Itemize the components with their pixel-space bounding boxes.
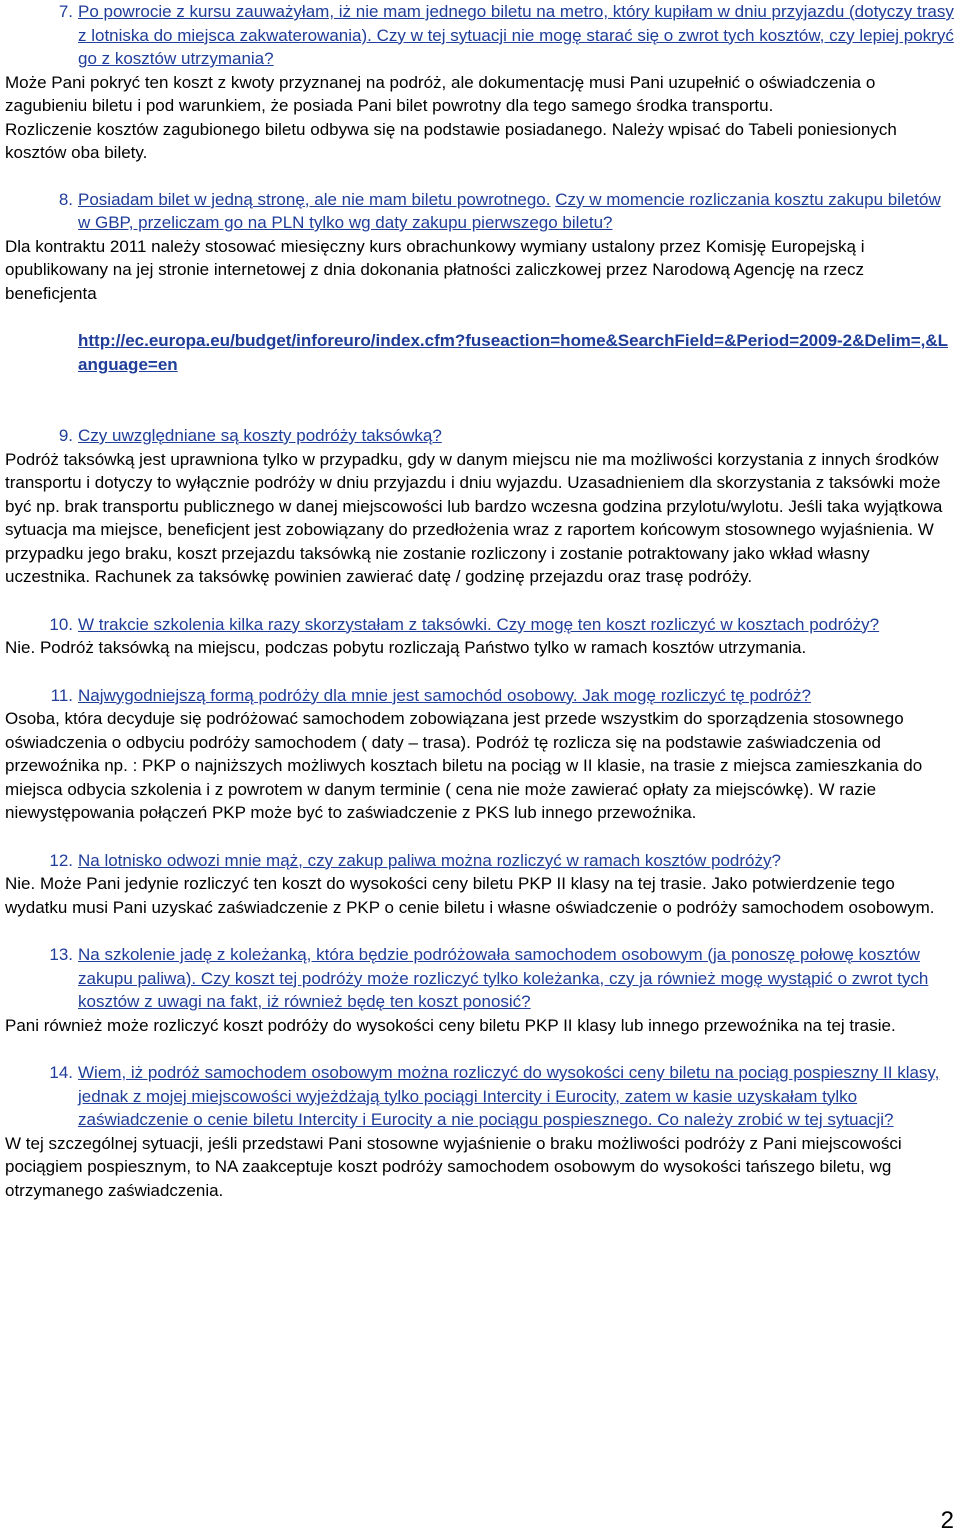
answer-paragraph: Nie. Podróż taksówką na miejscu, podczas pobytu rozliczają Państwo tylko w ramach kosztów utrzymania. [5, 638, 807, 657]
faq-question-11 [5, 684, 957, 708]
question-number: 11. [50, 685, 73, 705]
question-number: 8. [58, 189, 73, 209]
question-text: Na lotnisko odwozi mnie mąż, czy zakup paliwa można rozliczyć w ramach kosztów podróży [78, 850, 772, 870]
question-text: W trakcie szkolenia kilka razy skorzystałam z taksówki. Czy mogę ten koszt rozliczyć w kosztach podróży? [78, 614, 880, 634]
question-number: 13. [49, 945, 73, 964]
question-number: 10. [49, 614, 73, 634]
question-text: Po powrocie z kursu zauważyłam, iż nie mam jednego biletu na metro, który kupiłam w dniu przyjazdu (dotyczy trasy z lotniska do miejsca zakwaterowania). Czy w tej sytuacji nie mogę starać się o zwrot tych kosztów, czy lepiej pokryć go z kosztów utrzymania? [78, 2, 954, 68]
answer-paragraph: Rozliczenie kosztów zagubionego biletu odbywa się na podstawie posiadanego. Należy wpisać do Tabeli poniesionych kosztów oba bilety. [5, 119, 897, 162]
question-text: Czy w momencie rozliczania kosztu zakupu biletów w GBP, przeliczam go na PLN tylko wg daty zakupu pierwszego biletu? [78, 189, 941, 232]
answer-paragraph: Osoba, która decyduje się podróżować samochodem zobowiązana jest przede wszystkim do sporządzenia stosownego oświadczenia o odbyciu podróży samochodem ( daty – trasa). Podróż tę rozlicza się na podstawie zaświadczenia od przewoźnika np. : PKP o najniższych możliwych kosztach biletu na pociąg w II klasie, na trasie z miejsca zamieszkania do miejsca odbycia szkolenia i z powrotem w danym terminie ( cena nie może zawierać opłaty za miejscówkę). W razie niewystępowania połączeń PKP może być to zaświadczenie z PKS lub innego przewoźnika. [5, 709, 923, 822]
question-number: 9. [58, 426, 73, 445]
answer-paragraph: Może Pani pokryć ten koszt z kwoty przyznanej na podróż, ale dokumentację musi Pani uzupełnić o oświadczenia o zagubieniu biletu i pod warunkiem, że posiada Pani bilet powrotny dla tego samego środka transportu. [5, 72, 876, 115]
answer-paragraph: Dla kontraktu 2011 należy stosować miesięczny kurs obrachunkowy wymiany ustalony przez Komisję Europejską i opublikowany na jej stronie internetowej z dnia dokonania płatności zaliczkowej przez Narodową Agencję na rzecz beneficjenta [5, 236, 865, 303]
document-page [5, 0, 957, 1202]
faq-question-7 [5, 0, 957, 71]
question-number: 7. [58, 2, 73, 21]
answer-paragraph: W tej szczególnej sytuacji, jeśli przedstawi Pani stosowne wyjaśnienie o braku możliwości podróży z Pani miejscowości pociągiem pospiesznym, to NA zaakceptuje koszt podróży samochodem osobowym do wysokości tańszego biletu, wg otrzymanego zaświadczenia. [5, 1133, 902, 1200]
question-text: Na szkolenie jadę z koleżanką, która będzie podróżowała samochodem osobowym (ja ponoszę połowę kosztów zakupu paliwa). Czy koszt tej podróży może rozliczyć tylko koleżanka, czy ja również mogę wystąpić o zwrot tych kosztów z uwagi na fakt, iż również będę ten koszt ponosić? [78, 945, 929, 1011]
answer-paragraph: Podróż taksówką jest uprawniona tylko w przypadku, gdy w danym miejscu nie ma możliwości korzystania z innych środków transportu i dotyczy to wyłącznie podróży w dniu przyjazdu i dniu wyjazdu. Uzasadnieniem dla skorzystania z taksówki może być np. brak transportu publicznego w danej miejscowości lub bardzo wczesna godzina przylotu/wylotu. Jeśli taka wyjątkowa sytuacja ma miejsce, beneficjent jest zobowiązany do przedłożenia wraz z raportem końcowym stosownego wyjaśnienia. W przypadku jego braku, koszt przejazdu taksówką nie zostanie rozliczony i zostanie potraktowany jako wkład własny uczestnika. Rachunek za taksówkę powinien zawierać datę / godzinę przejazdu oraz trasę podróży. [5, 449, 943, 586]
faq-question-10 [5, 613, 957, 637]
faq-question-13 [5, 943, 957, 1014]
question-number: 14. [49, 1063, 73, 1082]
answer-paragraph: Pani również może rozliczyć koszt podróży do wysokości ceny biletu PKP II klasy lub innego przewoźnika na tej trasie. [5, 1015, 896, 1035]
faq-question-9 [5, 424, 957, 448]
inforeuro-link[interactable]: http://ec.europa.eu/budget/inforeuro/index.cfm?fuseaction=home&SearchField=&Period=2009-2&Delim=,&Language=en [78, 331, 949, 374]
question-number: 12. [49, 850, 73, 870]
page-number: 2 [940, 1507, 954, 1534]
question-mark: ? [771, 850, 781, 870]
question-text: Najwygodniejszą formą podróży dla mnie jest samochód osobowy. Jak mogę rozliczyć tę podróż? [78, 685, 811, 705]
question-text: Wiem, iż podróż samochodem osobowym można rozliczyć do wysokości ceny biletu na pociąg pospieszny II klasy, jednak z mojej miejscowości wyjeżdżają tylko pociągi Intercity i Eurocity, zatem w kasie uzyskałam tylko zaświadczenie o cenie biletu Intercity i Eurocity a nie pociągu pospiesznego. Co należy zrobić w tej sytuacji? [78, 1063, 940, 1129]
faq-question-12 [5, 849, 957, 873]
faq-question-8 [5, 188, 957, 235]
answer-paragraph: Nie. Może Pani jedynie rozliczyć ten koszt do wysokości ceny biletu PKP II klasy na tej trasie. Jako potwierdzenie tego wydatku musi Pani uzyskać zaświadczenie z PKP o cenie biletu i własne oświadczenie o podróży samochodem osobowym. [5, 874, 935, 917]
faq-question-14 [5, 1061, 957, 1132]
question-text: Posiadam bilet w jedną stronę, ale nie mam biletu powrotnego. [78, 189, 551, 209]
question-text: Czy uwzględniane są koszty podróży taksówką? [78, 426, 442, 445]
